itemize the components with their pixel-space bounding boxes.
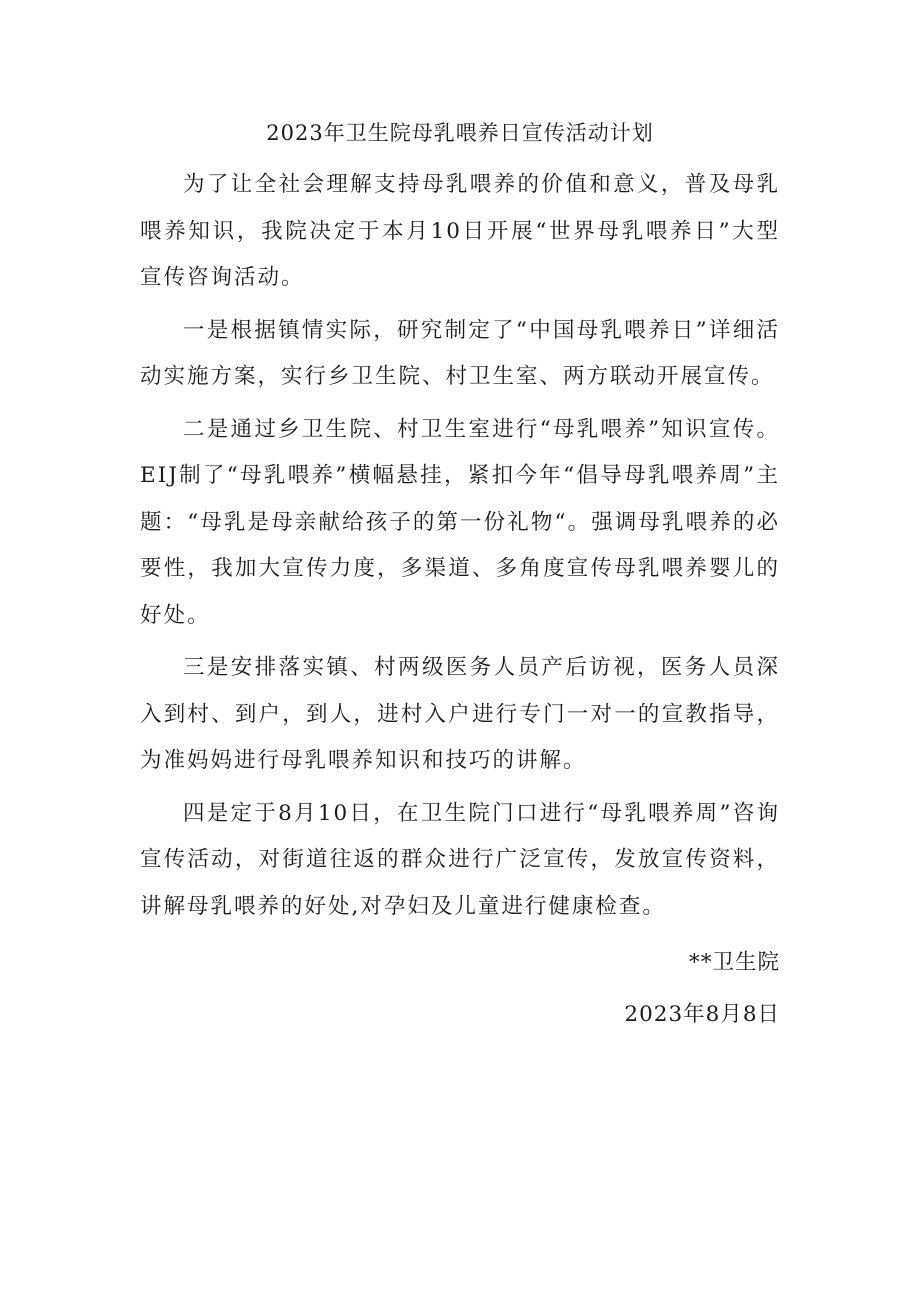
signature-organization: **卫生院	[688, 950, 780, 975]
signature-date: 2023年8月8日	[624, 1002, 780, 1027]
paragraph-four: 四是定于8月10日，在卫生院门口进行“母乳喂养周”咨询宣传活动，对街道往返的群众进行广泛宣传，发放宣传资料，讲解母乳喂养的好处,对孕妇及儿童进行健康检查。	[140, 800, 780, 919]
signature-block	[140, 940, 780, 1044]
paragraph-intro: 为了让全社会理解支持母乳喂养的价值和意义，普及母乳喂养知识，我院决定于本月10日开展“世界母乳喂养日”大型宣传咨询活动。	[140, 172, 780, 290]
document-title: 2023年卫生院母乳喂养日宣传活动计划	[266, 121, 654, 145]
paragraph-three: 三是安排落实镇、村两级医务人员产后访视，医务人员深入到村、到户，到人，进村入户进行专门一对一的宣教指导，为准妈妈进行母乳喂养知识和技巧的讲解。	[140, 655, 780, 773]
document-body	[140, 162, 780, 936]
paragraph-one: 一是根据镇情实际，研究制定了“中国母乳喂养日”详细活动实施方案，实行乡卫生院、村卫生室、两方联动开展宣传。	[140, 317, 780, 389]
paragraph-two: 二是通过乡卫生院、村卫生室进行“母乳喂养”知识宣传。EIJ制了“母乳喂养”横幅悬挂，紧扣今年“倡导母乳喂养周”主题：“母乳是母亲献给孩子的第一份礼物“。强调母乳喂养的必要性，我加大宣传力度，多渠道、多角度宣传母乳喂养婴儿的好处。	[140, 416, 780, 628]
